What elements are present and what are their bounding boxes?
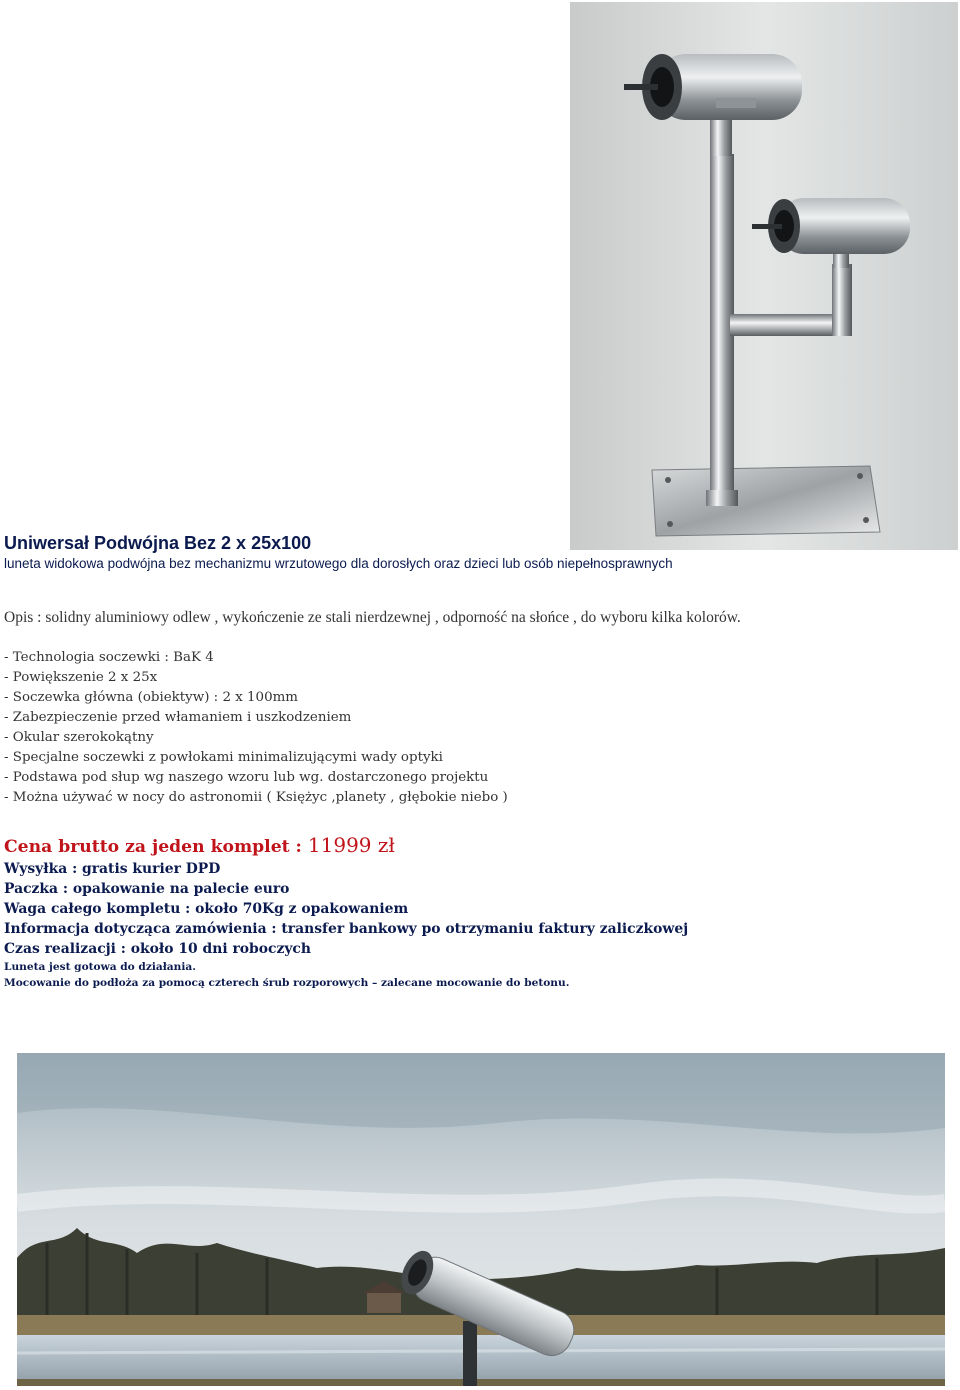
spec-item: - Okular szerokokątny xyxy=(4,730,154,745)
order-info-item: Informacja dotycząca zamówienia : transfer bankowy po otrzymaniu faktury zaliczkowej xyxy=(4,921,689,937)
order-info-item: Paczka : opakowanie na palecie euro xyxy=(4,881,290,897)
spec-item: - Zabezpieczenie przed włamaniem i uszkodzeniem xyxy=(4,710,352,725)
price-line xyxy=(4,833,395,857)
product-title: Uniwersał Podwójna Bez 2 x 25x100 xyxy=(4,533,312,553)
spec-item: - Można używać w nocy do astronomii ( Księżyc ,planety , głębokie niebo ) xyxy=(4,790,508,805)
spec-item: - Powiększenie 2 x 25x xyxy=(4,670,158,685)
price-label: Cena brutto za jeden komplet : xyxy=(4,837,308,857)
spec-item: - Soczewka główna (obiektyw) : 2 x 100mm xyxy=(4,690,298,705)
spec-list xyxy=(4,648,508,808)
spec-item: - Podstawa pod słup wg naszego wzoru lub wg. dostarczonego projektu xyxy=(4,770,489,785)
price-amount: 11999 zł xyxy=(307,833,395,857)
landscape-photo-binocular xyxy=(17,1053,945,1386)
spec-item: - Technologia soczewki : BaK 4 xyxy=(4,650,214,665)
notes-list xyxy=(4,959,569,991)
product-description: Opis : solidny aluminiowy odlew , wykończenie ze stali nierdzewnej , odporność na słońce , do wyboru kilka kolorów. xyxy=(4,609,741,626)
order-info-item: Czas realizacji : około 10 dni roboczych xyxy=(4,941,311,957)
product-subtitle: luneta widokowa podwójna bez mechanizmu wrzutowego dla dorosłych oraz dzieci lub osób niepełnosprawnych xyxy=(4,556,673,571)
order-info-item: Waga całego kompletu : około 70Kg z opakowaniem xyxy=(4,901,409,917)
product-photo-double-binocular xyxy=(570,2,958,550)
note-item: Luneta jest gotowa do działania. xyxy=(4,961,196,973)
spec-item: - Specjalne soczewki z powłokami minimalizującymi wady optyki xyxy=(4,750,443,765)
note-item: Mocowanie do podłoża za pomocą czterech śrub rozporowych – zalecane mocowanie do betonu. xyxy=(4,977,570,989)
order-info-list xyxy=(4,859,688,959)
order-info-item: Wysyłka : gratis kurier DPD xyxy=(4,861,221,877)
